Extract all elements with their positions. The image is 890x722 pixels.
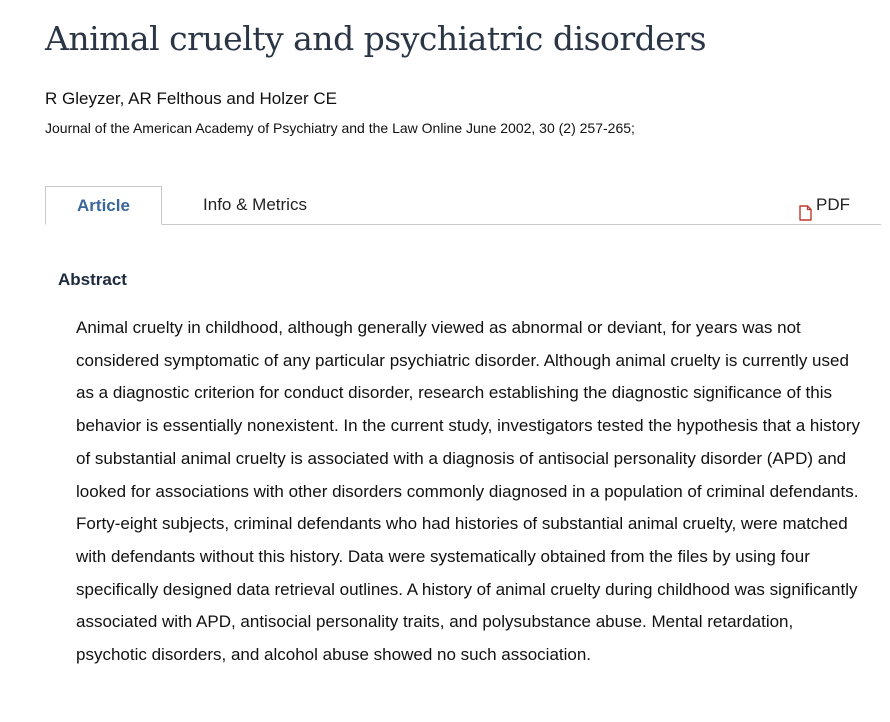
journal-citation: Journal of the American Academy of Psychiatry and the Law Online June 2002, 30 (2) 257-265; <box>45 120 635 136</box>
abstract-text: Animal cruelty in childhood, although generally viewed as abnormal or deviant, for years was not considered symptomatic of any particular psychiatric disorder. Although animal cruelty is currently used as a diagnostic criterion for conduct disorder, research establishing the diagnostic significance of this behavior is essentially nonexistent. In the current study, investigators tested the hypothesis that a history of substantial animal cruelty is associated with a diagnosis of antisocial personality disorder (APD) and looked for associations with other disorders commonly diagnosed in a population of criminal defendants. Forty-eight subjects, criminal defendants who had histories of substantial animal cruelty, were matched with defendants without this history. Data were systematically obtained from the files by using four specifically designed data retrieval outlines. A history of animal cruelty during childhood was significantly associated with APD, antisocial personality traits, and polysubstance abuse. Mental retardation, psychotic disorders, and alcohol abuse showed no such association. <box>76 318 861 665</box>
tab-info-metrics[interactable]: Info & Metrics <box>203 195 307 214</box>
tab-article[interactable]: Article <box>45 186 162 225</box>
author-list: R Gleyzer, AR Felthous and Holzer CE <box>45 89 337 108</box>
pdf-label: PDF <box>816 195 850 214</box>
pdf-file-icon <box>799 197 812 213</box>
abstract-heading: Abstract <box>58 270 127 289</box>
article-title: Animal cruelty and psychiatric disorders <box>45 19 707 58</box>
article-tab-bar <box>45 186 881 225</box>
pdf-link[interactable] <box>799 186 850 224</box>
